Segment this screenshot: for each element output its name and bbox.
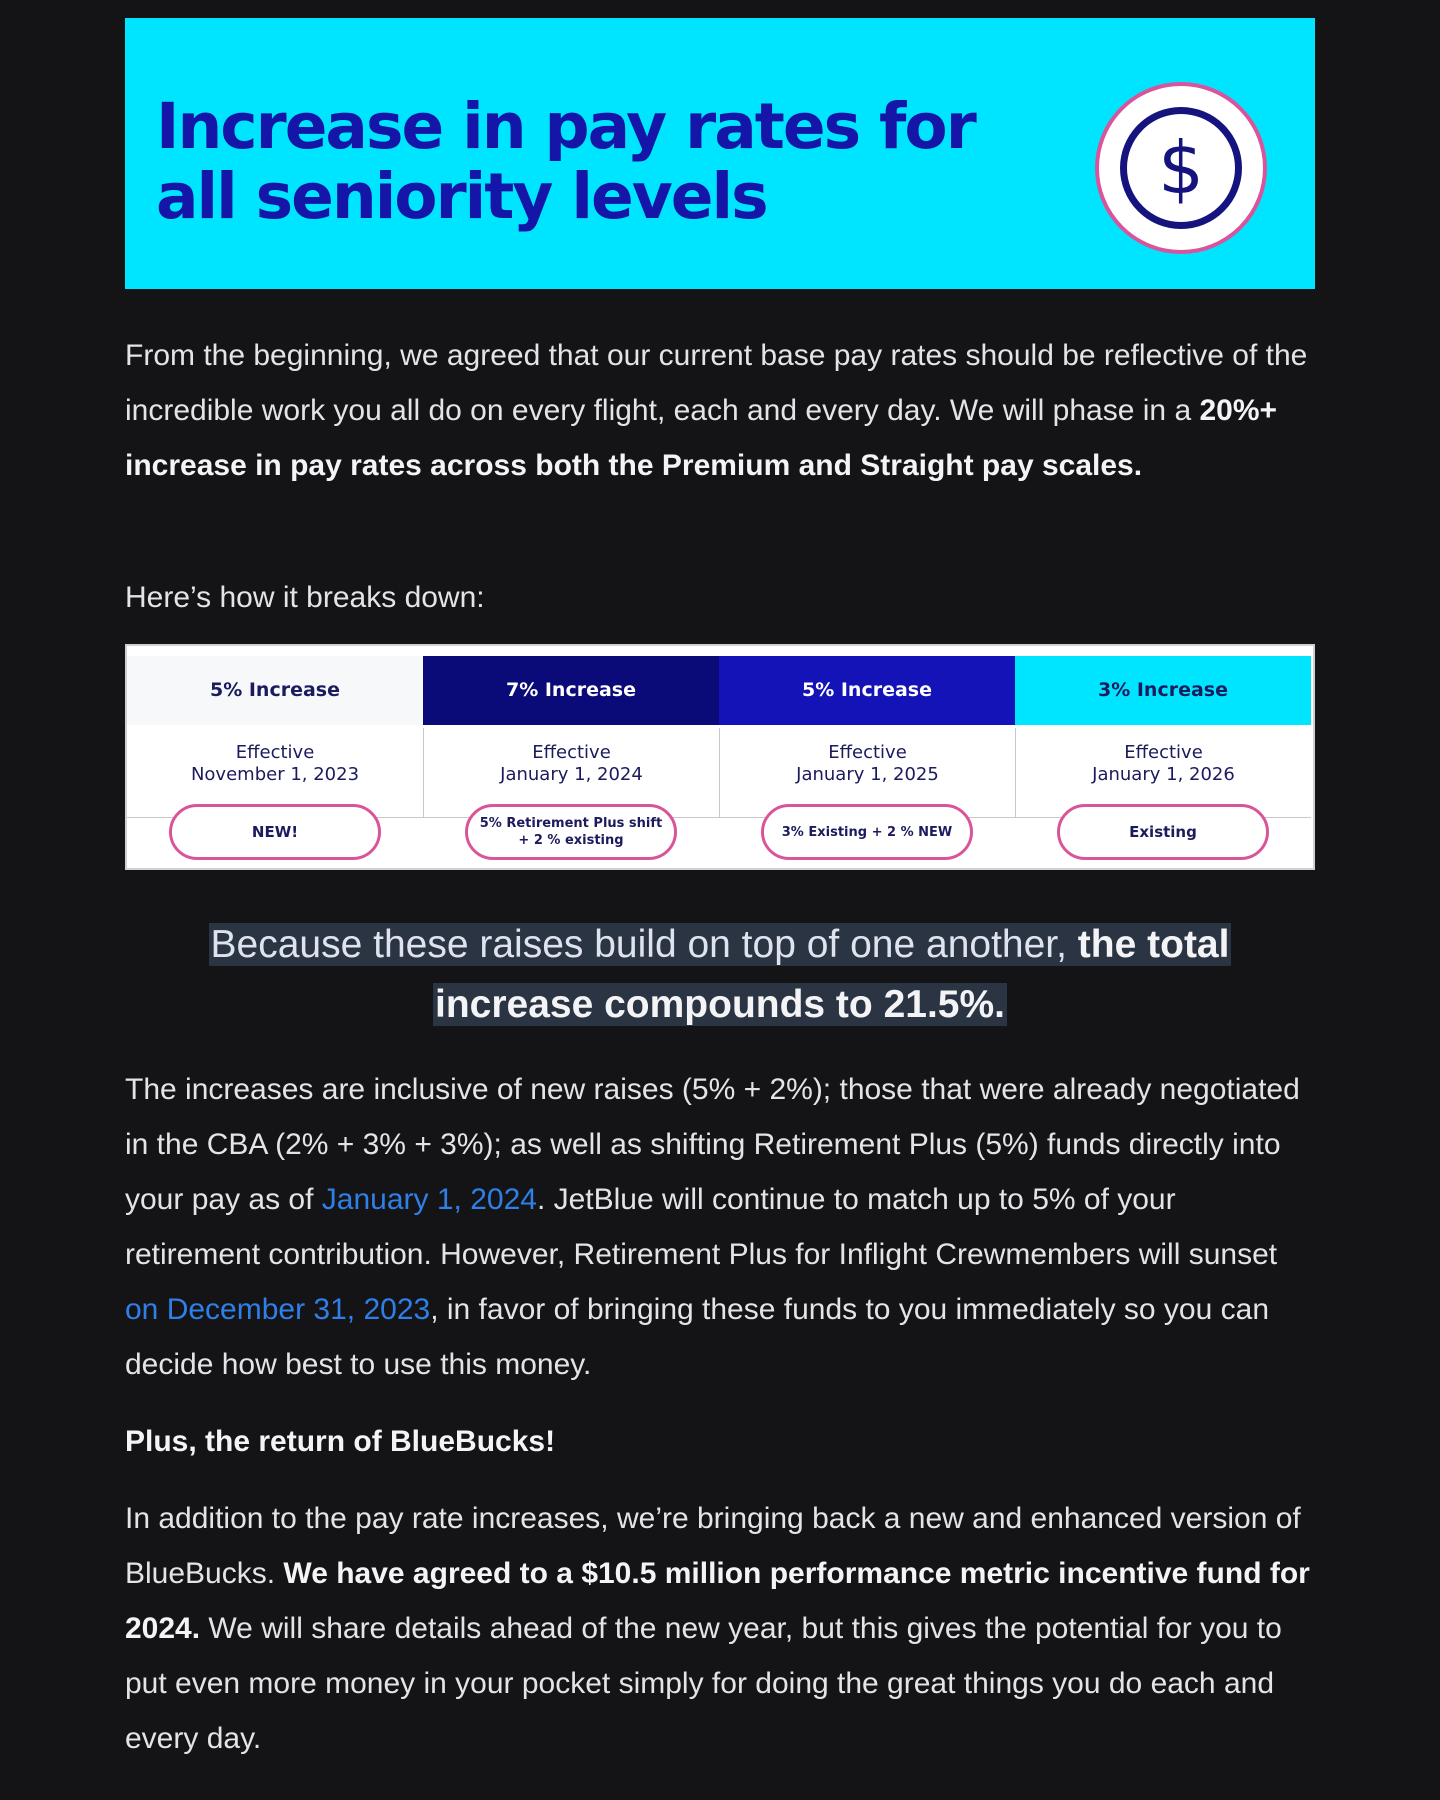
effective-label: Effective <box>828 742 907 763</box>
details-text: . JetBlue will continue to match up to 5% of your retirement contribution. However, Retirement Plus for Inflight Crewmembers will sunset <box>125 1183 1278 1271</box>
status-pill: 3% Existing + 2 % NEW <box>761 804 973 860</box>
status-pill: NEW! <box>169 804 381 860</box>
column-header: 5% Increase <box>719 656 1015 725</box>
status-pill: 5% Retirement Plus shift + 2 % existing <box>465 804 677 860</box>
bluebucks-text: We will share details ahead of the new year, but this gives the potential for you to put even more money in your pocket simply for doing the great things you do each and every day. <box>125 1612 1282 1755</box>
bluebucks-paragraph <box>125 1491 1315 1766</box>
table-column <box>127 656 423 862</box>
effective-label: Effective <box>235 742 315 763</box>
date-link-dec-2023[interactable]: on December 31, 2023 <box>125 1293 431 1326</box>
hero-banner <box>125 18 1315 289</box>
compounding-callout <box>165 915 1275 1035</box>
details-text: , in favor of bringing these funds to you immediately so you can decide how best to use this money. <box>125 1293 1270 1381</box>
intro-bold: 20%+ increase in pay rates across both the Premium and Straight pay scales. <box>125 394 1278 482</box>
bluebucks-bold: We have agreed to a $10.5 million performance metric incentive fund for 2024. <box>125 1557 1310 1645</box>
column-header: 7% Increase <box>423 656 719 725</box>
pay-increase-table <box>125 644 1315 870</box>
effective-date: January 1, 2025 <box>796 764 939 785</box>
intro-paragraph <box>125 328 1315 493</box>
effective-date: January 1, 2026 <box>1092 764 1235 785</box>
breakdown-intro: Here’s how it breaks down: <box>125 581 485 614</box>
column-header: 3% Increase <box>1015 656 1311 725</box>
callout-highlight <box>209 923 1232 1026</box>
effective-date: November 1, 2023 <box>190 764 360 785</box>
effective-label: Effective <box>1124 742 1203 763</box>
effective-date: January 1, 2024 <box>500 764 643 785</box>
date-link-jan-2024[interactable]: January 1, 2024 <box>321 1183 537 1216</box>
column-header: 5% Increase <box>127 656 423 725</box>
dollar-circle-icon <box>1095 82 1267 254</box>
table-column <box>1015 656 1311 862</box>
banner-title: Increase in pay rates for all seniority levels <box>156 90 975 233</box>
dollar-sign-glyph: $ <box>1120 107 1242 229</box>
callout-text: Because these raises build on top of one another, <box>210 923 1078 966</box>
table-column <box>719 656 1015 862</box>
effective-label: Effective <box>532 742 611 763</box>
callout-bold: the total increase compounds to 21.5%. <box>434 923 1230 1026</box>
status-pill: Existing <box>1057 804 1269 860</box>
bluebucks-text: In addition to the pay rate increases, we’re bringing back a new and enhanced version of BlueBucks. <box>125 1502 1301 1590</box>
table-column <box>423 656 719 862</box>
details-paragraph <box>125 1062 1315 1392</box>
details-text: The increases are inclusive of new raises (5% + 2%); those that were already negotiated in the CBA (2% + 3% + 3%); as well as shifting Retirement Plus (5%) funds directly into your pay as of <box>125 1073 1300 1216</box>
bluebucks-heading: Plus, the return of BlueBucks! <box>125 1425 556 1458</box>
intro-text: From the beginning, we agreed that our current base pay rates should be reflective of the incredible work you all do on every flight, each and every day. We will phase in a <box>125 339 1308 427</box>
